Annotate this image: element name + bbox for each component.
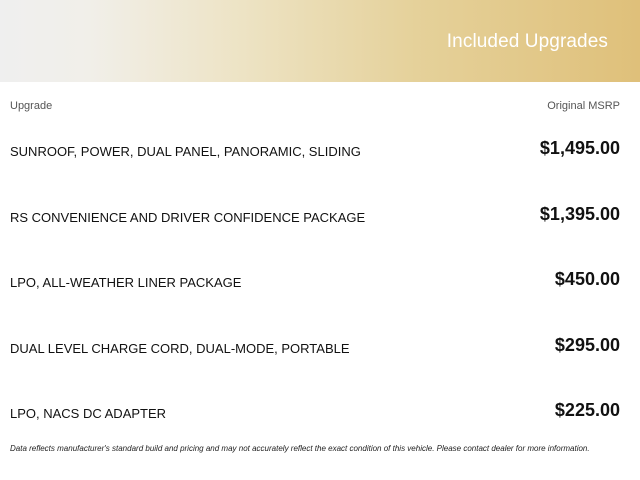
upgrade-price: $1,495.00 [539,138,620,158]
disclaimer-text: Data reflects manufacturer's standard build and pricing and may not accurately reflect the exact condition of this vehicle. Please contact dealer for more information. [10,444,590,453]
upgrade-name: RS CONVENIENCE AND DRIVER CONFIDENCE PACKAGE [10,210,366,225]
upgrade-price: $450.00 [554,269,620,289]
table-row [10,267,620,297]
upgrade-price: $1,395.00 [539,204,620,224]
header-banner [0,0,640,82]
upgrade-price: $225.00 [554,400,620,420]
table-row [10,136,620,166]
upgrade-price: $295.00 [554,335,620,355]
table-row [10,202,620,232]
upgrade-name: SUNROOF, POWER, DUAL PANEL, PANORAMIC, SLIDING [10,144,361,159]
upgrade-name: DUAL LEVEL CHARGE CORD, DUAL-MODE, PORTABLE [10,341,350,356]
table-row [10,333,620,363]
upgrade-name: LPO, ALL-WEATHER LINER PACKAGE [10,275,242,290]
table-row [10,398,620,428]
column-header-msrp: Original MSRP [547,100,620,112]
page-title: Included Upgrades [446,31,608,52]
upgrade-name: LPO, NACS DC ADAPTER [10,406,167,421]
column-header-upgrade: Upgrade [10,100,53,112]
